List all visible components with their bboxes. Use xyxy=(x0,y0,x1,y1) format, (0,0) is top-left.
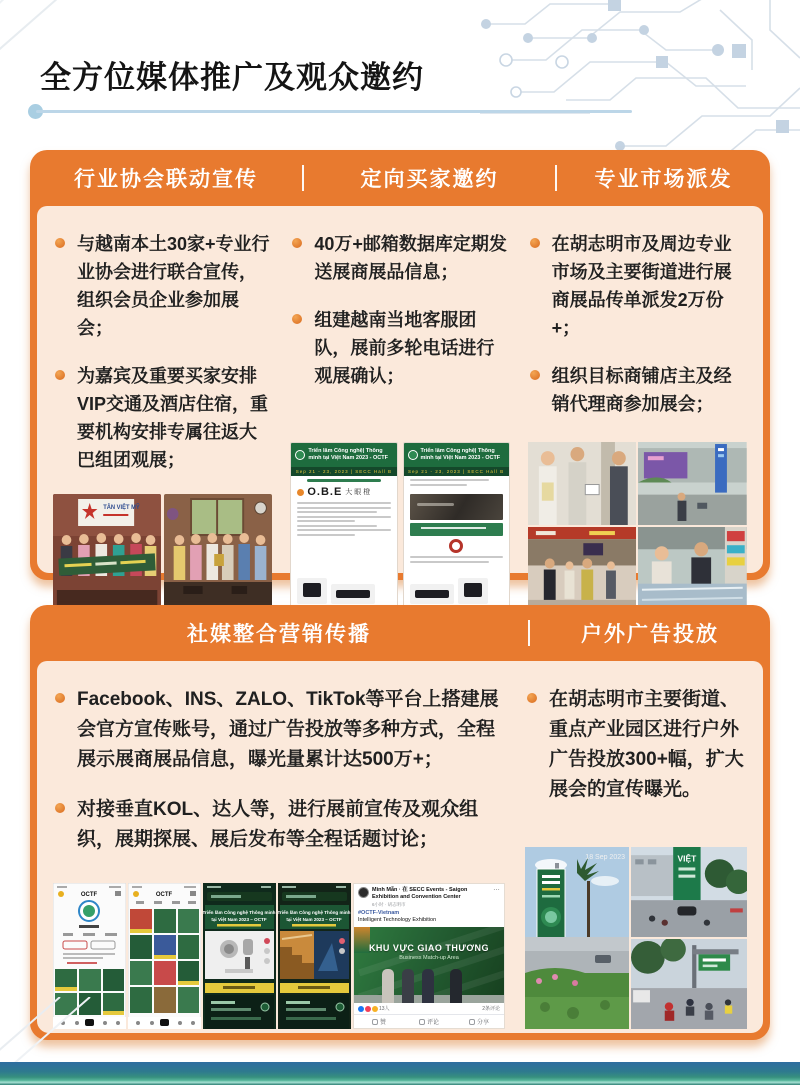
email-dates-strip: Sep 21 - 23, 2023 | SECC Hall B xyxy=(291,467,396,476)
red-ring-logo-icon xyxy=(449,539,463,553)
email-title: Triển lãm Công nghệ| Thông minh tại Việt Nam 2023 - OCTF xyxy=(420,448,501,461)
bullet-item xyxy=(290,306,509,390)
facebook-author-block xyxy=(372,887,490,908)
panel1-body xyxy=(37,206,763,573)
hashtag-link[interactable]: #OCTF-Vietnam xyxy=(358,910,400,917)
bullet-dot xyxy=(55,370,65,380)
exhibition-crowd-photo xyxy=(410,494,503,520)
comment-count[interactable]: 2条评论 xyxy=(482,1006,500,1012)
facebook-post-photo xyxy=(354,927,504,1003)
svg-text:TÂN VIỆT MỸ: TÂN VIỆT MỸ xyxy=(103,504,140,512)
product-image xyxy=(458,578,488,604)
bullet-item xyxy=(525,685,747,805)
svg-text:tại Việt Nam 2023 – OCTF: tại Việt Nam 2023 – OCTF xyxy=(211,917,267,922)
bullet-text: Facebook、INS、ZALO、TikTok等平台上搭建展会官方宣传账号，通过广告投放等多种方式，全程展示展商展品信息，曝光量累计达500万+； xyxy=(77,689,499,770)
person-figure xyxy=(402,969,414,1003)
photo-street-banner-pole xyxy=(525,847,629,1029)
bullet-dot xyxy=(55,803,65,813)
facebook-action-bar xyxy=(354,1015,504,1028)
svg-text:tại Việt Nam 2023 – OCTF: tại Việt Nam 2023 – OCTF xyxy=(286,917,342,922)
photo-market-interior xyxy=(528,527,637,610)
bullet-dot xyxy=(55,238,65,248)
photo-street-scene-2 xyxy=(631,939,747,1029)
bullet-text: 为嘉宾及重要买家安排VIP交通及酒店住宿，重要机构安排专属往返大巴组团观展； xyxy=(77,366,269,470)
association-photos xyxy=(53,494,272,610)
octf-logo-icon xyxy=(408,450,418,460)
photo-street-scene-1 xyxy=(631,847,747,937)
share-button[interactable]: 分享 xyxy=(454,1017,504,1026)
bullet-text: 在胡志明市及周边专业市场及主要街道进行展商展品传单派发2万份+； xyxy=(551,234,732,338)
bullet-dot xyxy=(292,314,302,324)
panel1-header xyxy=(30,150,770,206)
header-social-marketing: 社媒整合营销传播 xyxy=(187,623,371,646)
like-icon xyxy=(372,1019,378,1025)
bullet-item xyxy=(528,362,747,418)
panel2-body xyxy=(37,661,763,1033)
column-outdoor-ads xyxy=(525,685,747,1039)
photo-association-meeting-2 xyxy=(164,494,272,610)
clock-icon xyxy=(255,502,267,514)
bullet-item xyxy=(53,230,272,342)
outdoor-ads-photos xyxy=(525,847,747,1029)
header-outdoor-ads: 户外广告投放 xyxy=(581,623,719,646)
projector-image xyxy=(331,584,375,604)
reaction-count-text: 13人 xyxy=(379,1006,390,1012)
backdrop-title: KHU VỰC GIAO THƯƠNG xyxy=(368,942,490,953)
backdrop-subtitle: Business Match-up Area xyxy=(399,954,459,961)
bullet-dot xyxy=(530,238,540,248)
share-icon xyxy=(469,1019,475,1025)
svg-text:18 Sep 2023: 18 Sep 2023 xyxy=(585,854,625,861)
email-body-text xyxy=(404,476,509,491)
facebook-reactions-bar xyxy=(354,1003,504,1015)
market-photos-grid xyxy=(528,442,747,610)
product-image xyxy=(410,584,454,604)
email-header xyxy=(404,443,509,467)
brand-row xyxy=(291,482,396,499)
bullet-item xyxy=(528,230,747,342)
brand-dot-icon xyxy=(297,489,304,496)
page-title: 全方位媒体推广及观众邀约 xyxy=(40,60,424,95)
person-figure xyxy=(422,969,434,1003)
reaction-count[interactable] xyxy=(358,1005,390,1012)
bullet-text: 与越南本土30家+专业行业协会进行联合宣传，组织会员企业参加展会； xyxy=(77,234,270,338)
green-callout xyxy=(410,523,503,536)
panel-social-outdoor xyxy=(30,605,770,1040)
app-exhibition-screenshot-1 xyxy=(203,883,276,1029)
photo-association-meeting-1 xyxy=(53,494,161,610)
svg-text:Triển lãm Công nghệ Thông minh: Triển lãm Công nghệ Thông minh xyxy=(203,910,276,915)
svg-text:OCTF: OCTF xyxy=(155,892,173,898)
photo-flyer-handout xyxy=(528,442,637,525)
bullet-dot xyxy=(530,370,540,380)
like-button[interactable]: 赞 xyxy=(354,1017,404,1026)
email-blast-screenshots xyxy=(290,442,509,610)
bullet-text: 对接垂直KOL、达人等，进行展前宣传及观众组织，展期探展、展后发布等全程话题讨论； xyxy=(77,799,479,850)
svg-text:Triển lãm Công nghệ Thông minh: Triển lãm Công nghệ Thông minh xyxy=(278,910,351,915)
column-buyer-invitation xyxy=(290,230,509,614)
bullet-item xyxy=(53,362,272,474)
octf-logo-icon xyxy=(295,450,305,460)
like-reaction-icon xyxy=(358,1006,364,1012)
bullet-dot xyxy=(527,693,537,703)
love-reaction-icon xyxy=(365,1006,371,1012)
column-association xyxy=(53,230,272,614)
brand-name: O.B.E xyxy=(307,486,343,498)
circuit-pattern-decoration xyxy=(470,0,800,175)
column-social-media xyxy=(53,685,505,1039)
bullet-text: 组建越南当地客服团队，展前多轮电话进行观展确认； xyxy=(314,310,495,386)
header-association-promo: 行业协会联动宣传 xyxy=(74,168,258,191)
caption-text: Intelligent Technology Exhibition xyxy=(358,917,437,924)
person-figure xyxy=(382,969,394,1003)
person-figure xyxy=(450,969,462,1003)
panel-media-promotion xyxy=(30,150,770,580)
svg-text:VIỆT: VIỆT xyxy=(677,853,697,864)
avatar xyxy=(358,887,369,898)
more-options-icon[interactable]: … xyxy=(493,885,500,892)
facebook-post-header xyxy=(354,884,504,909)
bullet-text: 组织目标商铺店主及经销代理商参加展会； xyxy=(551,366,732,414)
column-market-distribution xyxy=(528,230,747,614)
brand-name-cn: 大眼橙 xyxy=(345,489,373,496)
wow-reaction-icon xyxy=(372,1006,378,1012)
email-screenshot-2 xyxy=(403,442,510,610)
projector-image xyxy=(297,578,327,604)
facebook-author: Minh Mẫn · 在 SECC Events - Saigon Exhibition and Convention Center xyxy=(372,887,468,901)
bullet-item xyxy=(53,795,505,855)
title-underline xyxy=(36,110,632,113)
bullet-dot xyxy=(55,693,65,703)
email-screenshot-1 xyxy=(290,442,397,610)
facebook-caption xyxy=(354,909,504,926)
email-body-text xyxy=(404,553,509,568)
email-title: Triển lãm Công nghệ| Thông minh tại Việt Nam 2023 - OCTF xyxy=(308,448,388,461)
corner-lines-decoration xyxy=(0,997,100,1067)
panel2-header xyxy=(30,605,770,661)
svg-text:OCTF: OCTF xyxy=(80,892,98,898)
app-exhibition-screenshot-2 xyxy=(278,883,351,1029)
email-body-text xyxy=(291,499,396,541)
comment-button[interactable]: 评论 xyxy=(404,1017,454,1026)
tiktok-profile-screenshot-2 xyxy=(128,883,201,1029)
facebook-post-meta: 6小时 · 胡志明市 xyxy=(372,902,406,908)
email-header xyxy=(291,443,396,467)
header-market-distribution: 专业市场派发 xyxy=(594,168,733,191)
bullet-item xyxy=(53,685,505,775)
photo-street-banners xyxy=(638,442,747,525)
header-buyer-invitation: 定向买家邀约 xyxy=(360,168,499,191)
facebook-post-screenshot xyxy=(353,883,505,1029)
bullet-text: 在胡志明市主要街道、重点产业园区进行户外广告投放300+幅，扩大展会的宣传曝光。 xyxy=(549,689,744,800)
social-media-screenshots xyxy=(53,883,505,1029)
bullet-dot xyxy=(292,238,302,248)
bullet-text: 40万+邮箱数据库定期发送展商展品信息； xyxy=(314,234,507,282)
comment-icon xyxy=(419,1019,425,1025)
photo-shop-counter xyxy=(638,527,747,610)
bullet-item xyxy=(290,230,509,286)
footer-gradient-bar xyxy=(0,1062,800,1085)
email-dates-strip: Sep 21 - 23, 2023 | SECC Hall B xyxy=(404,467,509,476)
